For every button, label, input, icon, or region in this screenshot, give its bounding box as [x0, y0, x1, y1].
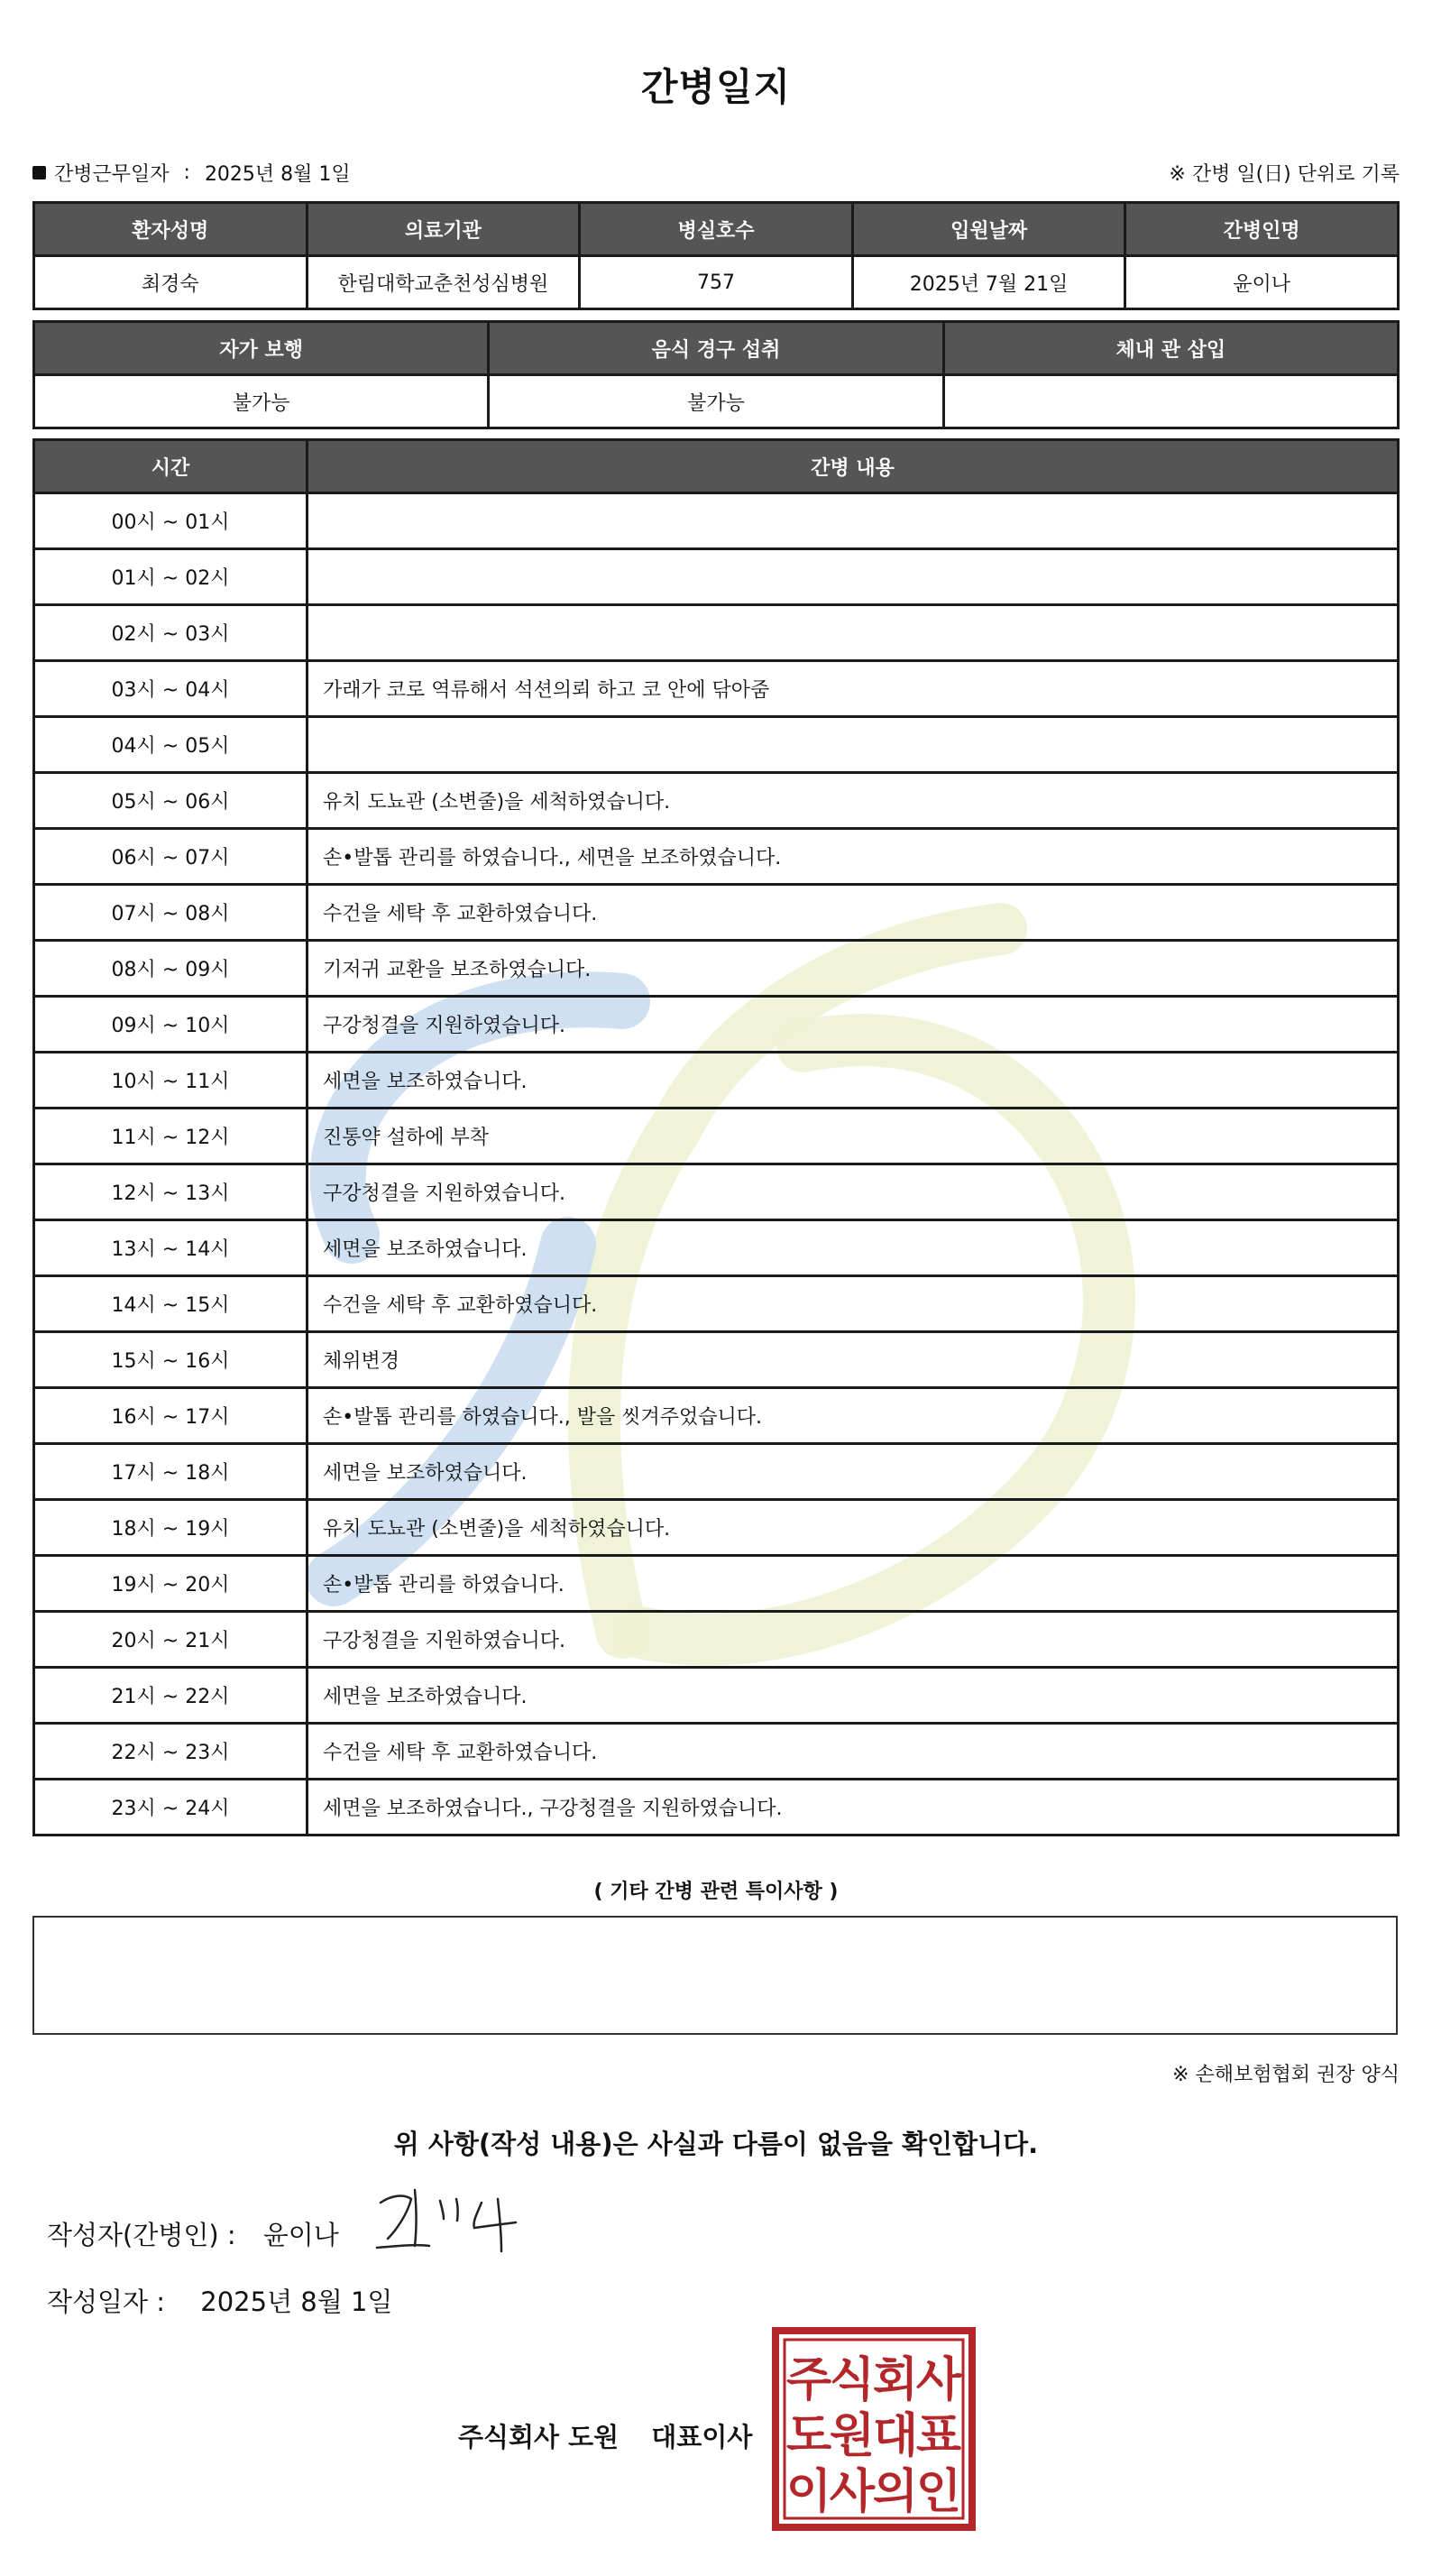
write-date-label: 작성일자 : — [47, 2286, 166, 2317]
care-log-row — [34, 941, 1399, 997]
header-time: 시간 — [34, 440, 308, 493]
care-log-time: 02시 ~ 03시 — [34, 605, 308, 661]
self-walking-value: 불가능 — [34, 375, 489, 428]
care-log-content: 수건을 세탁 후 교환하였습니다. — [308, 1724, 1399, 1780]
care-log-row — [34, 1668, 1399, 1724]
header-patient-name: 환자성명 — [34, 203, 308, 256]
care-log-time: 11시 ~ 12시 — [34, 1109, 308, 1164]
seal-glyph: 사 — [915, 2353, 962, 2407]
care-log-row — [34, 1444, 1399, 1500]
care-log-content: 수건을 세탁 후 교환하였습니다. — [308, 885, 1399, 941]
caregiver-name: 윤이나 — [1125, 256, 1399, 309]
work-date-line — [32, 159, 351, 187]
header-room-number: 병실호수 — [580, 203, 853, 256]
care-log-row — [34, 885, 1399, 941]
seal-glyph: 대 — [872, 2409, 919, 2463]
care-log-content: 진통약 설하에 부착 — [308, 1109, 1399, 1164]
patient-status-table — [32, 320, 1400, 429]
care-log-content: 구강청결을 지원하였습니다. — [308, 1164, 1399, 1220]
care-log-time: 23시 ~ 24시 — [34, 1780, 308, 1835]
care-log-time: 21시 ~ 22시 — [34, 1668, 308, 1724]
writer-name: 윤이나 — [262, 2220, 339, 2250]
care-log-time: 20시 ~ 21시 — [34, 1612, 308, 1668]
care-log-row — [34, 1500, 1399, 1556]
care-log-content: 세면을 보조하였습니다. — [308, 1444, 1399, 1500]
care-log-time: 17시 ~ 18시 — [34, 1444, 308, 1500]
patient-name: 최경숙 — [34, 256, 308, 309]
room-number: 757 — [580, 256, 853, 309]
care-log-time: 00시 ~ 01시 — [34, 493, 308, 549]
care-log-row — [34, 1724, 1399, 1780]
care-log-content: 기저귀 교환을 보조하였습니다. — [308, 941, 1399, 997]
care-log-row — [34, 549, 1399, 605]
care-log-time: 19시 ~ 20시 — [34, 1556, 308, 1612]
company-line — [458, 2417, 752, 2454]
care-log-row — [34, 1332, 1399, 1388]
care-log-content — [308, 493, 1399, 549]
care-log-table — [32, 438, 1400, 1836]
company-seal-stamp — [772, 2327, 976, 2531]
care-log-time: 09시 ~ 10시 — [34, 997, 308, 1053]
care-log-row — [34, 605, 1399, 661]
header-care-content: 간병 내용 — [308, 440, 1399, 493]
document-title: 간병일지 — [640, 65, 792, 109]
care-log-time: 22시 ~ 23시 — [34, 1724, 308, 1780]
care-log-content: 가래가 코로 역류해서 석션의뢰 하고 코 안에 닦아줌 — [308, 661, 1399, 717]
care-log-content — [308, 549, 1399, 605]
care-log-row — [34, 1780, 1399, 1835]
care-log-row — [34, 773, 1399, 829]
care-log-content: 세면을 보조하였습니다. — [308, 1668, 1399, 1724]
care-log-time: 01시 ~ 02시 — [34, 549, 308, 605]
care-log-content: 구강청결을 지원하였습니다. — [308, 997, 1399, 1053]
care-log-row — [34, 1109, 1399, 1164]
care-log-content — [308, 717, 1399, 773]
care-log-content: 유치 도뇨관 (소변줄)을 세척하였습니다. — [308, 773, 1399, 829]
care-log-content: 체위변경 — [308, 1332, 1399, 1388]
work-date-value: 2025년 8월 1일 — [204, 163, 351, 186]
seal-glyph: 식 — [829, 2353, 876, 2407]
write-date-line — [47, 2282, 392, 2319]
care-log-time: 10시 ~ 11시 — [34, 1053, 308, 1109]
care-log-content: 세면을 보조하였습니다. — [308, 1220, 1399, 1276]
care-log-content: 손•발톱 관리를 하였습니다., 발을 씻겨주었습니다. — [308, 1388, 1399, 1444]
care-log-time: 06시 ~ 07시 — [34, 829, 308, 885]
care-log-content: 유치 도뇨관 (소변줄)을 세척하였습니다. — [308, 1500, 1399, 1556]
care-log-row — [34, 717, 1399, 773]
care-log-content: 수건을 세탁 후 교환하였습니다. — [308, 1276, 1399, 1332]
seal-glyph: 도 — [785, 2409, 832, 2463]
seal-glyph: 의 — [872, 2465, 919, 2519]
representative-title: 대표이사 — [651, 2422, 753, 2452]
unit-note: ※ 간병 일(日) 단위로 기록 — [1169, 163, 1400, 186]
bullet-square-icon — [32, 166, 46, 179]
care-log-time: 08시 ~ 09시 — [34, 941, 308, 997]
seal-glyph: 회 — [872, 2353, 919, 2407]
care-log-time: 16시 ~ 17시 — [34, 1388, 308, 1444]
handwritten-signature — [370, 2183, 532, 2264]
care-log-time: 18시 ~ 19시 — [34, 1500, 308, 1556]
care-log-time: 07시 ~ 08시 — [34, 885, 308, 941]
hospital-name: 한림대학교춘천성심병원 — [307, 256, 580, 309]
care-log-content: 손•발톱 관리를 하였습니다., 세면을 보조하였습니다. — [308, 829, 1399, 885]
care-log-row — [34, 1556, 1399, 1612]
care-log-time: 05시 ~ 06시 — [34, 773, 308, 829]
care-log-row — [34, 1053, 1399, 1109]
header-oral-intake: 음식 경구 섭취 — [489, 322, 943, 375]
care-log-body — [34, 493, 1399, 1835]
care-log-row — [34, 1612, 1399, 1668]
oral-intake-value: 불가능 — [489, 375, 943, 428]
header-tube-insertion: 체내 관 삽입 — [943, 322, 1398, 375]
header-caregiver-name: 간병인명 — [1125, 203, 1399, 256]
writer-line — [47, 2215, 339, 2252]
confirmation-statement: 위 사항(작성 내용)은 사실과 다름이 없음을 확인합니다. — [393, 2129, 1039, 2159]
writer-label: 작성자(간병인) : — [47, 2220, 236, 2250]
care-log-content: 세면을 보조하였습니다., 구강청결을 지원하였습니다. — [308, 1780, 1399, 1835]
patient-info-table — [32, 201, 1400, 310]
seal-glyph: 원 — [829, 2409, 876, 2463]
care-log-time: 15시 ~ 16시 — [34, 1332, 308, 1388]
care-log-time: 13시 ~ 14시 — [34, 1220, 308, 1276]
care-log-row — [34, 661, 1399, 717]
remarks-label: ( 기타 간병 관련 특이사항 ) — [593, 1881, 839, 1903]
write-date-value: 2025년 8월 1일 — [200, 2286, 393, 2317]
care-log-row — [34, 1164, 1399, 1220]
care-log-row — [34, 1276, 1399, 1332]
care-log-row — [34, 829, 1399, 885]
seal-glyph: 이 — [785, 2465, 832, 2519]
seal-glyph: 표 — [915, 2409, 962, 2463]
work-date-separator: : — [183, 161, 190, 184]
care-log-time: 04시 ~ 05시 — [34, 717, 308, 773]
care-log-row — [34, 1220, 1399, 1276]
care-log-row — [34, 493, 1399, 549]
header-self-walking: 자가 보행 — [34, 322, 489, 375]
care-log-time: 12시 ~ 13시 — [34, 1164, 308, 1220]
care-log-row — [34, 1388, 1399, 1444]
header-admission-date: 입원날짜 — [852, 203, 1125, 256]
tube-insertion-value — [943, 375, 1398, 428]
remarks-box — [32, 1916, 1398, 2035]
work-date-label: 간병근무일자 — [54, 163, 170, 186]
seal-glyph: 사 — [829, 2465, 876, 2519]
header-hospital: 의료기관 — [307, 203, 580, 256]
care-log-content: 손•발톱 관리를 하였습니다. — [308, 1556, 1399, 1612]
care-log-content: 세면을 보조하였습니다. — [308, 1053, 1399, 1109]
company-name: 주식회사 도원 — [458, 2422, 620, 2452]
care-log-time: 14시 ~ 15시 — [34, 1276, 308, 1332]
form-note: ※ 손해보험협회 권장 양식 — [1172, 2064, 1400, 2086]
seal-glyph: 인 — [915, 2465, 962, 2519]
care-log-content — [308, 605, 1399, 661]
seal-glyph: 주 — [785, 2353, 832, 2407]
care-log-content: 구강청결을 지원하였습니다. — [308, 1612, 1399, 1668]
care-log-time: 03시 ~ 04시 — [34, 661, 308, 717]
admission-date: 2025년 7월 21일 — [852, 256, 1125, 309]
care-log-row — [34, 997, 1399, 1053]
